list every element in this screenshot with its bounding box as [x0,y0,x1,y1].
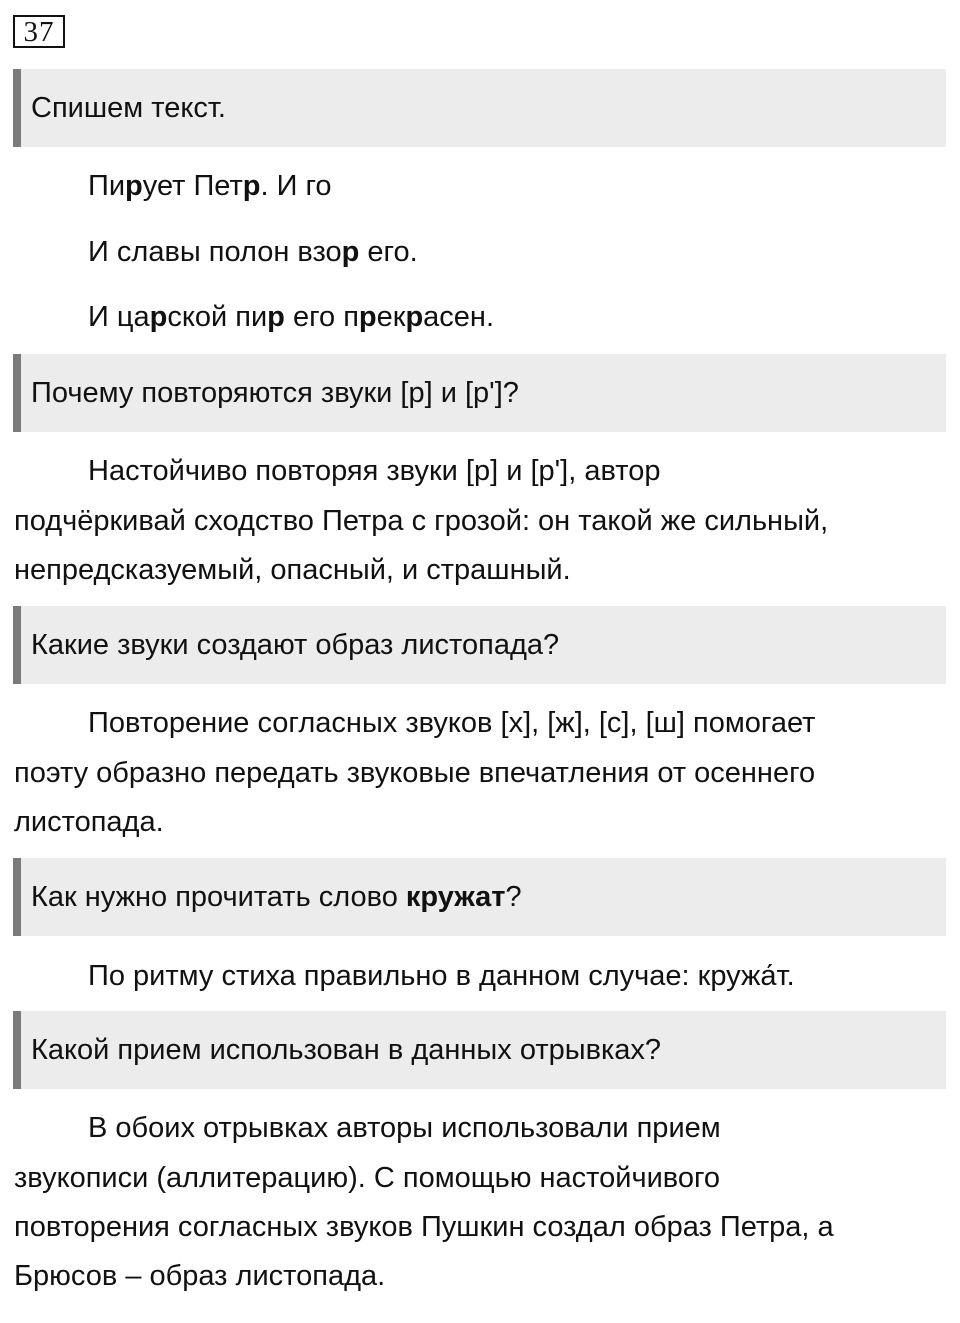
answer-5-line-1: В обоих отрывках авторы использовали прием [88,1112,721,1144]
highlighted-word: кружат [405,881,506,913]
answer-5-line-2: звукописи (аллитерацию). С помощью настойчивого [14,1162,721,1194]
task-number: 37 [13,15,65,48]
answer-5-line-3: повторения согласных звуков Пушкин создал образ Петра, а [14,1211,834,1243]
question-which-sounds: Какие звуки создают образ листопада? [13,606,946,684]
answer-4-line-1: По ритму стиха правильно в данном случае: кружа́т. [88,960,795,992]
question-copy-text: Спишем текст. [13,69,946,147]
poem-line-3: И царской пир его прекрасен. [88,301,495,333]
poem-line-1: Пирует Петр. И го [88,170,332,202]
question-which-device: Какой прием использован в данных отрывках? [13,1011,946,1089]
answer-2-line-1: Настойчиво повторяя звуки [р] и [р'], автор [88,455,661,487]
poem-line-2: И славы полон взор его. [88,236,418,268]
question-why-sounds: Почему повторяются звуки [р] и [р']? [13,354,946,432]
answer-2-line-3: непредсказуемый, опасный, и страшный. [14,554,571,586]
answer-5-line-4: Брюсов – образ листопада. [14,1260,386,1292]
answer-3-line-3: листопада. [14,806,164,838]
answer-3-line-1: Повторение согласных звуков [х], [ж], [с], [ш] помогает [88,707,816,739]
question-how-to-read: Как нужно прочитать слово кружат? [13,858,946,936]
answer-3-line-2: поэту образно передать звуковые впечатления от осеннего [14,757,816,789]
answer-2-line-2: подчёркивай сходство Петра с грозой: он такой же сильный, [14,505,829,537]
